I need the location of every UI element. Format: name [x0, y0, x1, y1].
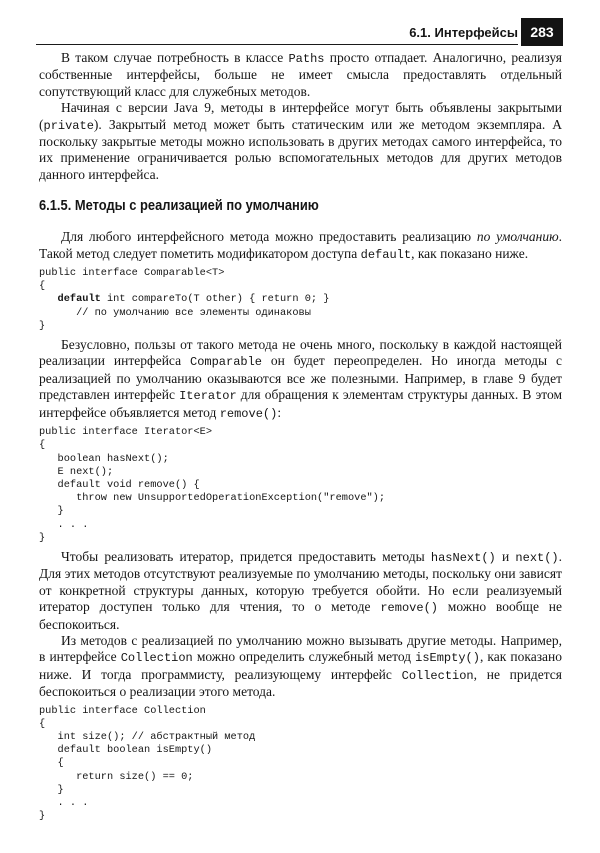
paragraph-3: Для любого интерфейсного метода можно предоставить реализацию по умолчанию. Такой метод следует пометить модификатором доступа default, как показано ниже. [39, 229, 562, 262]
code-block-collection: public interface Collection { int size(); // абстрактный метод default boolean isEmpty() { return size() == 0; } . . . } [39, 704, 256, 823]
code-block-iterator: public interface Iterator<E> { boolean hasNext(); E next(); default void remove() { throw new UnsupportedOperationException("remove"); } . . . } [39, 426, 386, 544]
code-inline: private [43, 118, 94, 133]
page-content [39, 50, 562, 827]
default-keyword: default [57, 293, 101, 306]
code-inline: Collection [120, 651, 193, 666]
code-block-comparable: public interface Comparable<T> { default int compareTo(T other) { return 0; } // по умолчанию все элементы одинаковы } [39, 267, 330, 332]
header-rule [36, 44, 518, 45]
code-inline: isEmpty() [415, 651, 480, 666]
section-heading: 6.1.5. Методы с реализацией по умолчанию [39, 197, 319, 215]
code-inline: remove() [219, 406, 278, 421]
paragraph-6: Из методов с реализацией по умолчанию можно вызывать другие методы. Например, в интерфейсе Collection можно определить служебный метод isEmpty(), как показано ниже. И тогда программисту, реализующему интерфейс Collection, не придется беспокоиться о реализации этого метода. [39, 632, 562, 700]
code-inline: next() [515, 550, 559, 565]
paragraph-5: Чтобы реализовать итератор, придется предоставить методы hasNext() и next(). Для этих методов отсутствуют реализуемые по умолчанию методы, поскольку они зависят от конкретной структуры данных, которую требуется обойти. Но если реализуемый итератор доступен только для чтения, то о методе remove() можно вообще не беспокоиться. [39, 548, 563, 632]
running-header [0, 24, 600, 42]
code-inline: remove() [380, 601, 438, 616]
code-inline: Collection [401, 668, 474, 683]
paragraph-1: В таком случае потребность в классе Paths просто отпадает. Аналогично, реализуя собственные интерфейсы, больше не имеет смысла предоставлять отдельный сопутствующий класс для служебных методов. [39, 50, 563, 99]
code-inline: Iterator [179, 389, 237, 404]
header-section-title: 6.1. Интерфейсы [409, 25, 518, 40]
paragraph-4: Безусловно, пользы от такого метода не очень много, поскольку в каждой настоящей реализации интерфейса Comparable он будет переопределен. Но иногда методы с реализацией по умолчанию оказываются все же полезными. Например, в главе 9 будет представлен интерфейс Iterator для обращения к элементам структуры данных. В этом интерфейсе объявляется метод remove(): [39, 337, 562, 421]
code-inline: Paths [288, 52, 325, 66]
paragraph-2: Начиная с версии Java 9, методы в интерфейсе могут быть объявлены закрытыми (private). Закрытый метод может быть статическим или же методом экземпляра. А поскольку закрытые методы можно использовать в других методах самого интерфейса, то их применение ограничивается ролью вспомогательных методов для других методов данного интерфейса. [39, 100, 562, 182]
code-inline: hasNext() [430, 550, 496, 565]
code-inline: Comparable [190, 355, 263, 370]
code-inline: default [360, 247, 412, 262]
page-number: 283 [521, 18, 563, 46]
